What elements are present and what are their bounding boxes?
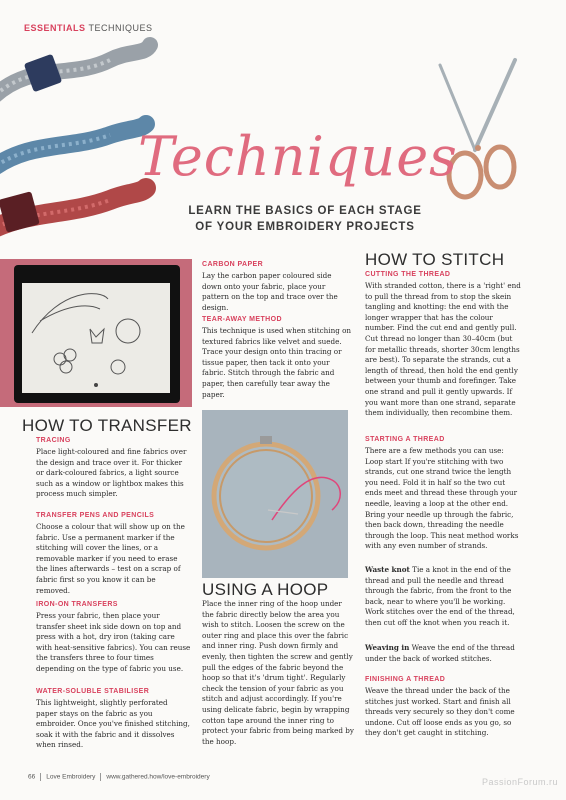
page-title: Techniques (138, 125, 458, 188)
text-iron-on: Press your fabric, then place your transfer sheet ink side down on top and press with a hot, dry iron (taking care with heat-sensitive fabrics). You can reuse the transfers three to four times depending on the type of fabric you use. (36, 611, 191, 673)
footer-url[interactable]: www.gathered.how/love-embroidery (106, 773, 210, 781)
text-waste-knot (365, 565, 521, 629)
subheading-water-soluble: WATER-SOLUBLE STABILISER (36, 688, 150, 695)
blue-skein (0, 124, 146, 170)
thread-skeins-illustration (0, 20, 160, 250)
hoop-photo (202, 410, 348, 578)
page-footer (28, 773, 210, 781)
heading-how-to-transfer: HOW TO TRANSFER (22, 416, 192, 435)
text-weaving-in (365, 643, 521, 664)
text-transfer-pens: Choose a colour that will show up on the fabric. Use a permanent marker if the stitching will cover the lines, or a removable marker if you need to erase the lines afterwards – test on a scrap of fabric first so you know it can be removed. (36, 522, 185, 595)
hoop-illustration (202, 410, 348, 578)
subheading-iron-on: IRON-ON TRANSFERS (36, 601, 118, 608)
waste-knot-text: Tie a knot in the end of the thread and pull the needle and thread through the fabric, from the front to the back, near to where you'll be working. Work stitches over the end of the thread, then cut off the knot when you reach it. (365, 565, 515, 627)
page-subtitle (180, 203, 430, 235)
transfer-photo (0, 259, 192, 407)
footer-divider (40, 773, 41, 781)
heading-using-a-hoop: USING A HOOP (202, 580, 329, 599)
heading-how-to-stitch: HOW TO STITCH (365, 250, 505, 269)
text-finishing-thread: Weave the thread under the back of the stitches just worked. Start and finish all threads very securely so they don't come undone. Cut off loose ends as you go, so they don't get caught in stitching. (365, 686, 515, 738)
lightbox-illustration (0, 259, 192, 407)
text-tracing: Place light-coloured and fine fabrics over the design and trace over it. For thicker or dark-coloured fabrics, a light source such as a window or lightbox makes this process much simpler. (36, 447, 187, 499)
text-starting-thread: There are a few methods you can use: Loop start If you're stitching with two strands, cut one strand twice the length you need. Fold it in half so the two cut ends meet and thread these through your needle, leaving a loop at the other end. Bring your needle up through the fabric, then back down, threading the needle through the loop. This neat method works with any even number of strands. (365, 446, 519, 551)
red-skein (0, 188, 146, 233)
magazine-name: Love Embroidery (46, 773, 96, 781)
subtitle-line-1: LEARN THE BASICS OF EACH STAGE (188, 205, 422, 217)
section-sublabel: TECHNIQUES (88, 23, 153, 33)
weaving-in-text: Weave the end of the thread under the back of worked stitches. (365, 643, 515, 663)
text-tear-away: This technique is used when stitching on textured fabrics like velvet and suede. Trace your design onto thin tracing or tissue paper, then tack it onto your fabric. Stitch through the fabric and paper, then carefully tear away the paper. (202, 326, 352, 399)
label-waste-knot: Waste knot (365, 565, 410, 574)
subheading-transfer-pens: TRANSFER PENS AND PENCILS (36, 512, 155, 519)
text-water-soluble: This lightweight, slightly perforated paper stays on the fabric as you embroider. Once you've finished stitching, soak it with the fabric and it dissolves when rinsed. (36, 698, 190, 750)
subheading-finishing-thread: FINISHING A THREAD (365, 676, 446, 683)
text-cutting-thread: With stranded cotton, there is a 'right' end to pull the thread from to stop the skein tangling and knotting: the end with the longer wrapper that has the colour number. Find the cut end and gently pull. Cut thread no longer than 30–40cm (but for metallic threads, shorter 30cm lengths are best). To separate the strands, cut a length of thread, then hold the end gently between your thumb and forefinger. Take one strand and pull it gently upwards. If you want more than one strand, separate them individually, then recombine them. (365, 281, 521, 418)
subheading-starting-thread: STARTING A THREAD (365, 436, 445, 443)
silver-skein (0, 45, 150, 100)
subheading-cutting-thread: CUTTING THE THREAD (365, 271, 451, 278)
subheading-tear-away: TEAR-AWAY METHOD (202, 316, 282, 323)
label-weaving-in: Weaving in (365, 643, 410, 652)
section-label: ESSENTIALS (24, 23, 86, 33)
subheading-carbon-paper: CARBON PAPER (202, 261, 264, 268)
text-carbon-paper: Lay the carbon paper coloured side down onto your fabric, place your pattern on the top and trace over the design. (202, 271, 338, 312)
subheading-tracing: TRACING (36, 437, 71, 444)
page-number: 66 (28, 773, 36, 781)
watermark: PassionForum.ru (481, 777, 558, 787)
footer-divider (100, 773, 101, 781)
subtitle-line-2: OF YOUR EMBROIDERY PROJECTS (195, 221, 415, 233)
text-using-a-hoop: Place the inner ring of the hoop under the fabric directly below the area you wish to stitch. Loosen the screw on the outer ring and place this over the fabric and inner ring. Push down firmly and evenly, then tighten the screw and gently pull the edges of the fabric beyond the hoop so that it's 'drum tight'. Regularly check the tension of your fabric as you stitch and adjust accordingly. If you're using delicate fabric, begin by wrapping cotton tape around the inner ring to protect your fabric from being marked by the hoop. (202, 599, 354, 746)
